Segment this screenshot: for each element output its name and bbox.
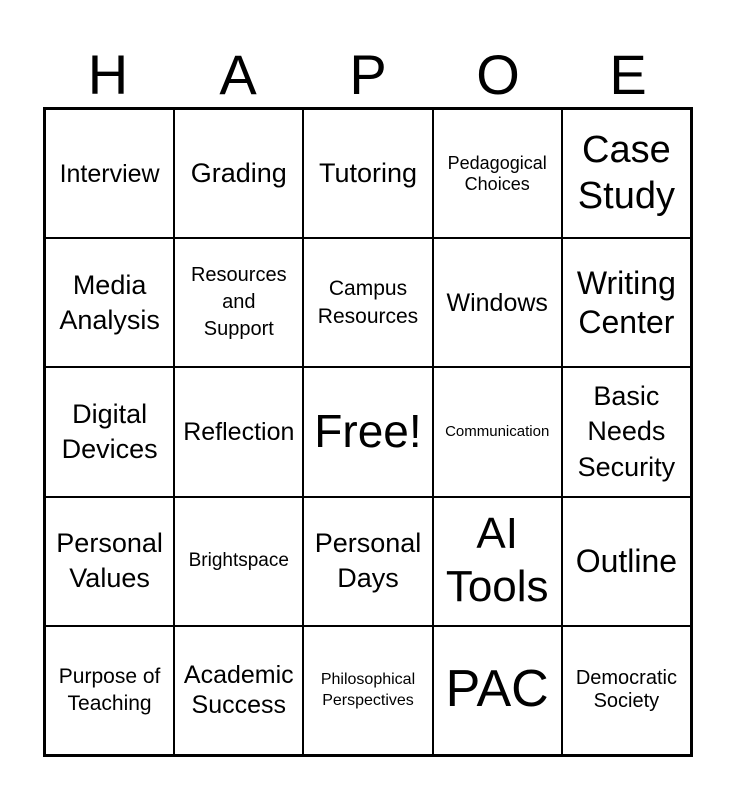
bingo-cell-purpose-of-teaching[interactable] [45,626,174,755]
cell-label: Interview [59,159,160,188]
bingo-cell-campus-resources[interactable] [303,238,432,367]
bingo-board [43,107,693,757]
cell-label: PAC [445,660,549,719]
bingo-cell-basic-needs-security[interactable] [562,367,691,496]
bingo-cell-grading[interactable] [174,109,303,238]
bingo-cell-pac[interactable] [433,626,562,755]
bingo-cell-personal-values[interactable] [45,497,174,626]
cell-label: Campus Resources [317,277,419,328]
cell-label: Resources and Support [190,264,287,341]
cell-label: Digital Devices [61,398,158,464]
cell-label: Academic Success [183,661,294,720]
bingo-cell-outline[interactable] [562,497,691,626]
bingo-cell-democratic-society[interactable] [562,626,691,755]
bingo-cell-communication[interactable] [433,367,562,496]
bingo-header [43,42,693,108]
cell-label: Personal Values [56,528,163,594]
bingo-cell-philosophical-perspectives[interactable] [303,626,432,755]
bingo-cell-pedagogical-choices[interactable] [433,109,562,238]
bingo-cell-media-analysis[interactable] [45,238,174,367]
cell-label: Reflection [183,417,295,446]
header-letter-a: A [219,43,257,106]
cell-label: Grading [190,158,287,189]
bingo-cell-brightspace[interactable] [174,497,303,626]
bingo-cell-resources-and-support[interactable] [174,238,303,367]
bingo-cell-ai-tools[interactable] [433,497,562,626]
cell-label: Case Study [577,129,675,217]
bingo-cell-free-space[interactable] [303,367,432,496]
bingo-cell-reflection[interactable] [174,367,303,496]
cell-label: Philosophical Perspectives [320,670,416,710]
cell-label: Tutoring [318,158,418,189]
cell-label: Writing Center [576,265,676,340]
cell-label: Basic Needs Security [577,381,676,482]
cell-label: AI Tools [445,509,549,612]
bingo-cell-interview[interactable] [45,109,174,238]
cell-label: Personal Days [314,528,422,594]
cell-label: Democratic Society [575,667,677,713]
cell-label: Media Analysis [59,269,160,335]
cell-label: Brightspace [188,550,289,572]
bingo-cell-tutoring[interactable] [303,109,432,238]
bingo-cell-personal-days[interactable] [303,497,432,626]
header-letter-o: O [476,43,520,106]
header-letter-h: H [87,43,129,106]
header-letter-e: E [609,43,647,106]
bingo-cell-digital-devices[interactable] [45,367,174,496]
header-letter-p: P [349,43,387,106]
bingo-cell-windows[interactable] [433,238,562,367]
bingo-cell-academic-success[interactable] [174,626,303,755]
cell-label: Purpose of Teaching [58,665,161,716]
cell-label: Pedagogical Choices [447,152,547,194]
cell-label: Windows [446,288,548,317]
cell-label: Communication [445,423,550,441]
cell-label: Outline [575,543,678,579]
cell-label: Free! [314,405,422,458]
bingo-cell-writing-center[interactable] [562,238,691,367]
bingo-cell-case-study[interactable] [562,109,691,238]
